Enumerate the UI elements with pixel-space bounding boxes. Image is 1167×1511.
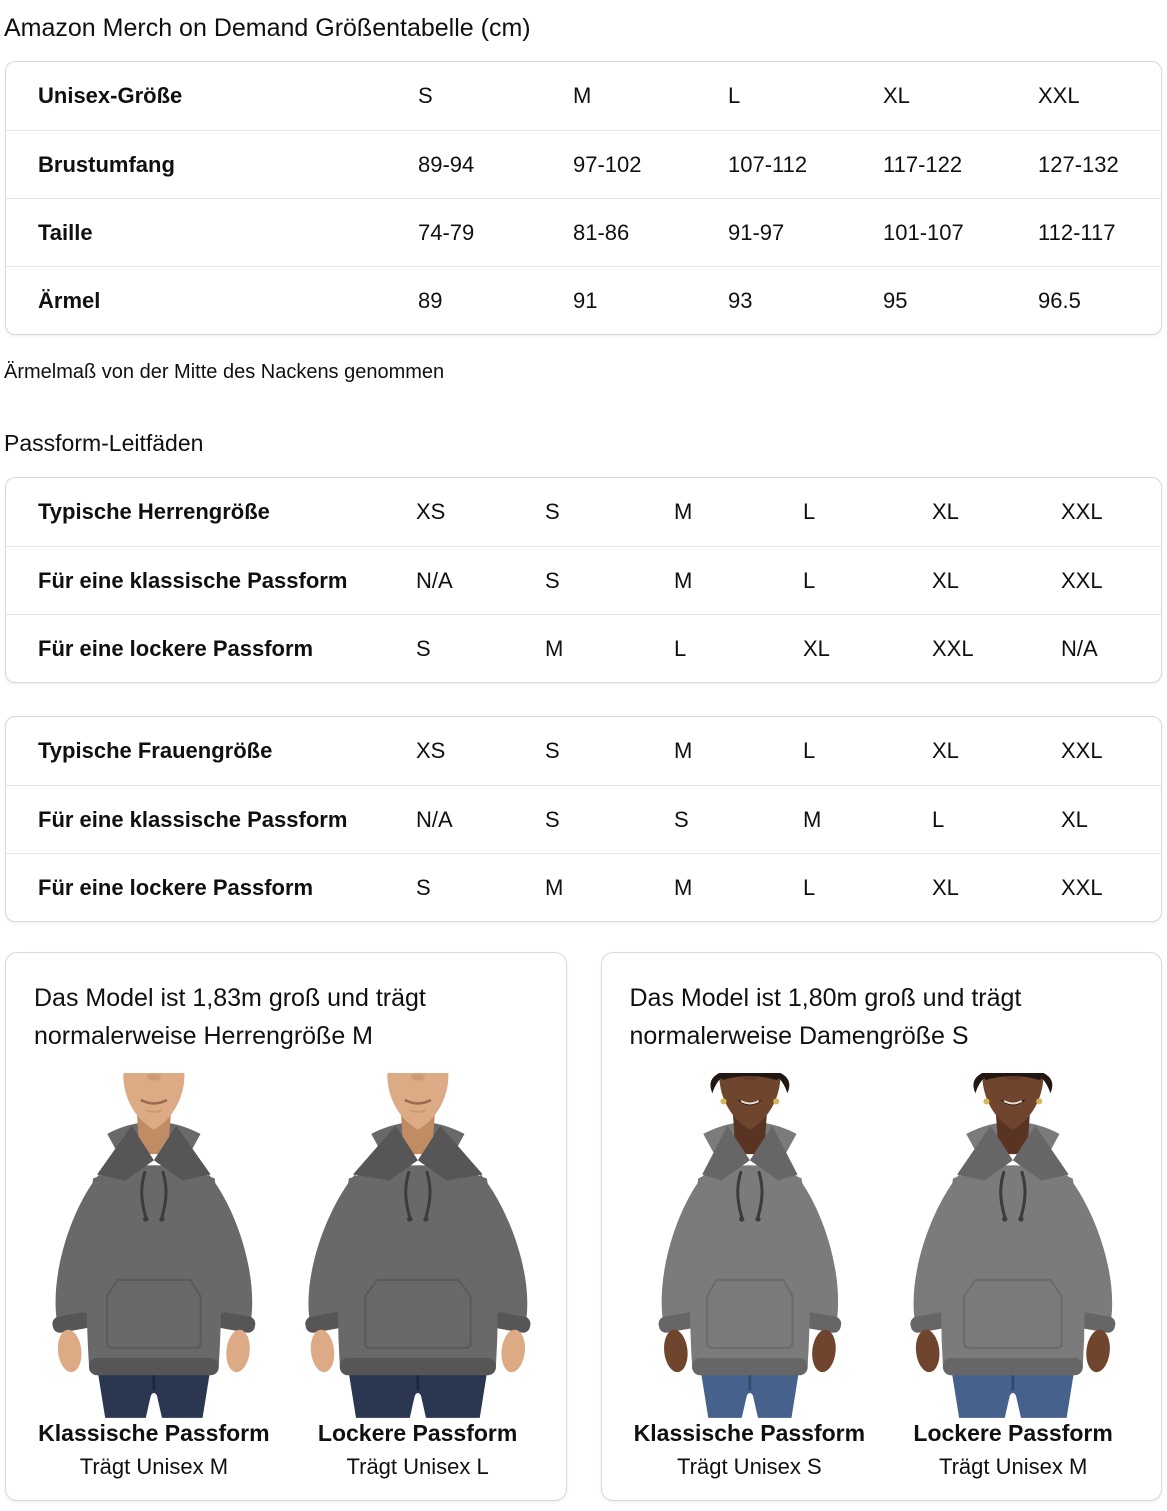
row-label: Typische Herrengröße bbox=[38, 499, 270, 524]
table-row bbox=[6, 478, 1161, 546]
model-figures bbox=[618, 1073, 1146, 1480]
size-cell: XXL bbox=[1038, 83, 1080, 108]
size-cell: XS bbox=[416, 738, 446, 763]
wears-caption: Trägt Unisex S bbox=[677, 1453, 822, 1479]
row-label: Für eine lockere Passform bbox=[38, 874, 314, 900]
size-cell: 96.5 bbox=[1038, 287, 1081, 313]
row-label: Für eine klassische Passform bbox=[38, 806, 348, 832]
fit-caption: Lockere Passform bbox=[913, 1419, 1113, 1446]
size-cell: N/A bbox=[416, 567, 453, 593]
size-cell: M bbox=[545, 874, 564, 900]
size-cell: S bbox=[545, 806, 560, 832]
model-figures bbox=[22, 1073, 550, 1480]
size-cell: S bbox=[545, 499, 560, 524]
sleeve-measure-footnote: Ärmelmaß von der Mitte des Nackens genommen bbox=[4, 361, 445, 383]
size-cell: 74-79 bbox=[418, 219, 475, 245]
size-cell: S bbox=[674, 806, 689, 832]
size-cell: M bbox=[803, 806, 822, 832]
male-classic-fit-photo bbox=[22, 1073, 286, 1418]
size-cell: 81-86 bbox=[573, 219, 630, 245]
model-cards bbox=[5, 952, 1162, 1501]
size-cell: XL bbox=[932, 499, 959, 524]
row-label: Für eine klassische Passform bbox=[38, 567, 348, 593]
table-row bbox=[6, 130, 1161, 198]
size-cell: N/A bbox=[416, 806, 453, 832]
fit-caption: Klassische Passform bbox=[38, 1419, 270, 1446]
size-cell: XL bbox=[932, 874, 959, 900]
size-cell: 89 bbox=[418, 287, 443, 313]
fit-caption: Klassische Passform bbox=[633, 1419, 866, 1446]
size-cell: S bbox=[418, 83, 433, 108]
table-row bbox=[6, 785, 1161, 853]
size-cell: S bbox=[416, 874, 431, 900]
page-title: Amazon Merch on Demand Größentabelle (cm) bbox=[4, 14, 531, 42]
size-cell: M bbox=[674, 567, 693, 593]
size-cell: 112-117 bbox=[1038, 219, 1116, 245]
size-cell: XL bbox=[932, 567, 959, 593]
size-cell: 91-97 bbox=[728, 219, 785, 245]
size-cell: XL bbox=[803, 635, 830, 661]
table-row bbox=[6, 266, 1161, 334]
size-cell: 101-107 bbox=[883, 219, 964, 245]
size-cell: 127-132 bbox=[1038, 151, 1119, 177]
size-cell: L bbox=[803, 567, 816, 593]
table-row bbox=[6, 62, 1161, 130]
table-row bbox=[6, 546, 1161, 614]
size-cell: XL bbox=[932, 738, 959, 763]
female-classic-fit-photo bbox=[618, 1073, 882, 1418]
size-cell: L bbox=[728, 83, 741, 108]
size-cell: S bbox=[545, 567, 560, 593]
size-cell: XS bbox=[416, 499, 446, 524]
size-cell: 117-122 bbox=[883, 151, 963, 177]
size-cell: XXL bbox=[1061, 738, 1103, 763]
size-cell: 91 bbox=[573, 287, 598, 313]
model-description: Das Model ist 1,80m groß und trägt normalerweise Damengröße S bbox=[629, 984, 1022, 1050]
male-model-card bbox=[5, 952, 567, 1501]
wears-caption: Trägt Unisex M bbox=[938, 1453, 1088, 1479]
fit-caption: Lockere Passform bbox=[317, 1419, 518, 1446]
mens-fit-table bbox=[5, 477, 1162, 683]
unisex-size-table bbox=[5, 61, 1162, 335]
size-cell: XXL bbox=[1061, 499, 1103, 524]
row-label: Taille bbox=[38, 219, 93, 245]
size-cell: 89-94 bbox=[418, 151, 475, 177]
female-model-card bbox=[601, 952, 1163, 1501]
table-row bbox=[6, 614, 1161, 682]
size-cell: L bbox=[932, 806, 945, 832]
size-cell: L bbox=[803, 874, 816, 900]
size-cell: S bbox=[545, 738, 560, 763]
size-cell: L bbox=[803, 738, 816, 763]
fit-guides-heading: Passform-Leitfäden bbox=[4, 430, 204, 456]
size-cell: 107-112 bbox=[728, 151, 808, 177]
male-loose-fit-photo bbox=[286, 1073, 550, 1418]
model-figure bbox=[618, 1073, 882, 1480]
size-cell: S bbox=[416, 635, 431, 661]
row-label: Für eine lockere Passform bbox=[38, 635, 314, 661]
female-loose-fit-photo bbox=[881, 1073, 1145, 1418]
model-figure bbox=[881, 1073, 1145, 1480]
row-label: Typische Frauengröße bbox=[38, 738, 273, 763]
size-cell: XXL bbox=[1061, 567, 1103, 593]
size-cell: L bbox=[803, 499, 816, 524]
size-cell: 97-102 bbox=[573, 151, 642, 177]
model-figure bbox=[286, 1073, 550, 1480]
size-cell: XL bbox=[1061, 806, 1088, 832]
size-cell: 95 bbox=[883, 287, 908, 313]
row-label: Ärmel bbox=[38, 287, 101, 313]
size-cell: 93 bbox=[728, 287, 753, 313]
size-cell: XXL bbox=[1061, 874, 1103, 900]
wears-caption: Trägt Unisex L bbox=[346, 1453, 489, 1479]
womens-fit-table bbox=[5, 716, 1162, 922]
size-cell: XL bbox=[883, 83, 910, 108]
model-figure bbox=[22, 1073, 286, 1480]
row-label: Brustumfang bbox=[38, 151, 175, 177]
size-cell: M bbox=[674, 738, 693, 763]
size-cell: M bbox=[674, 874, 693, 900]
row-label: Unisex-Größe bbox=[38, 83, 183, 108]
size-cell: M bbox=[573, 83, 592, 108]
table-row bbox=[6, 853, 1161, 921]
size-cell: M bbox=[545, 635, 564, 661]
wears-caption: Trägt Unisex M bbox=[79, 1453, 229, 1479]
size-cell: XXL bbox=[932, 635, 974, 661]
size-cell: N/A bbox=[1061, 635, 1098, 661]
size-cell: L bbox=[674, 635, 687, 661]
size-cell: M bbox=[674, 499, 693, 524]
table-row bbox=[6, 717, 1161, 785]
model-description: Das Model ist 1,83m groß und trägt normalerweise Herrengröße M bbox=[34, 984, 426, 1050]
table-row bbox=[6, 198, 1161, 266]
